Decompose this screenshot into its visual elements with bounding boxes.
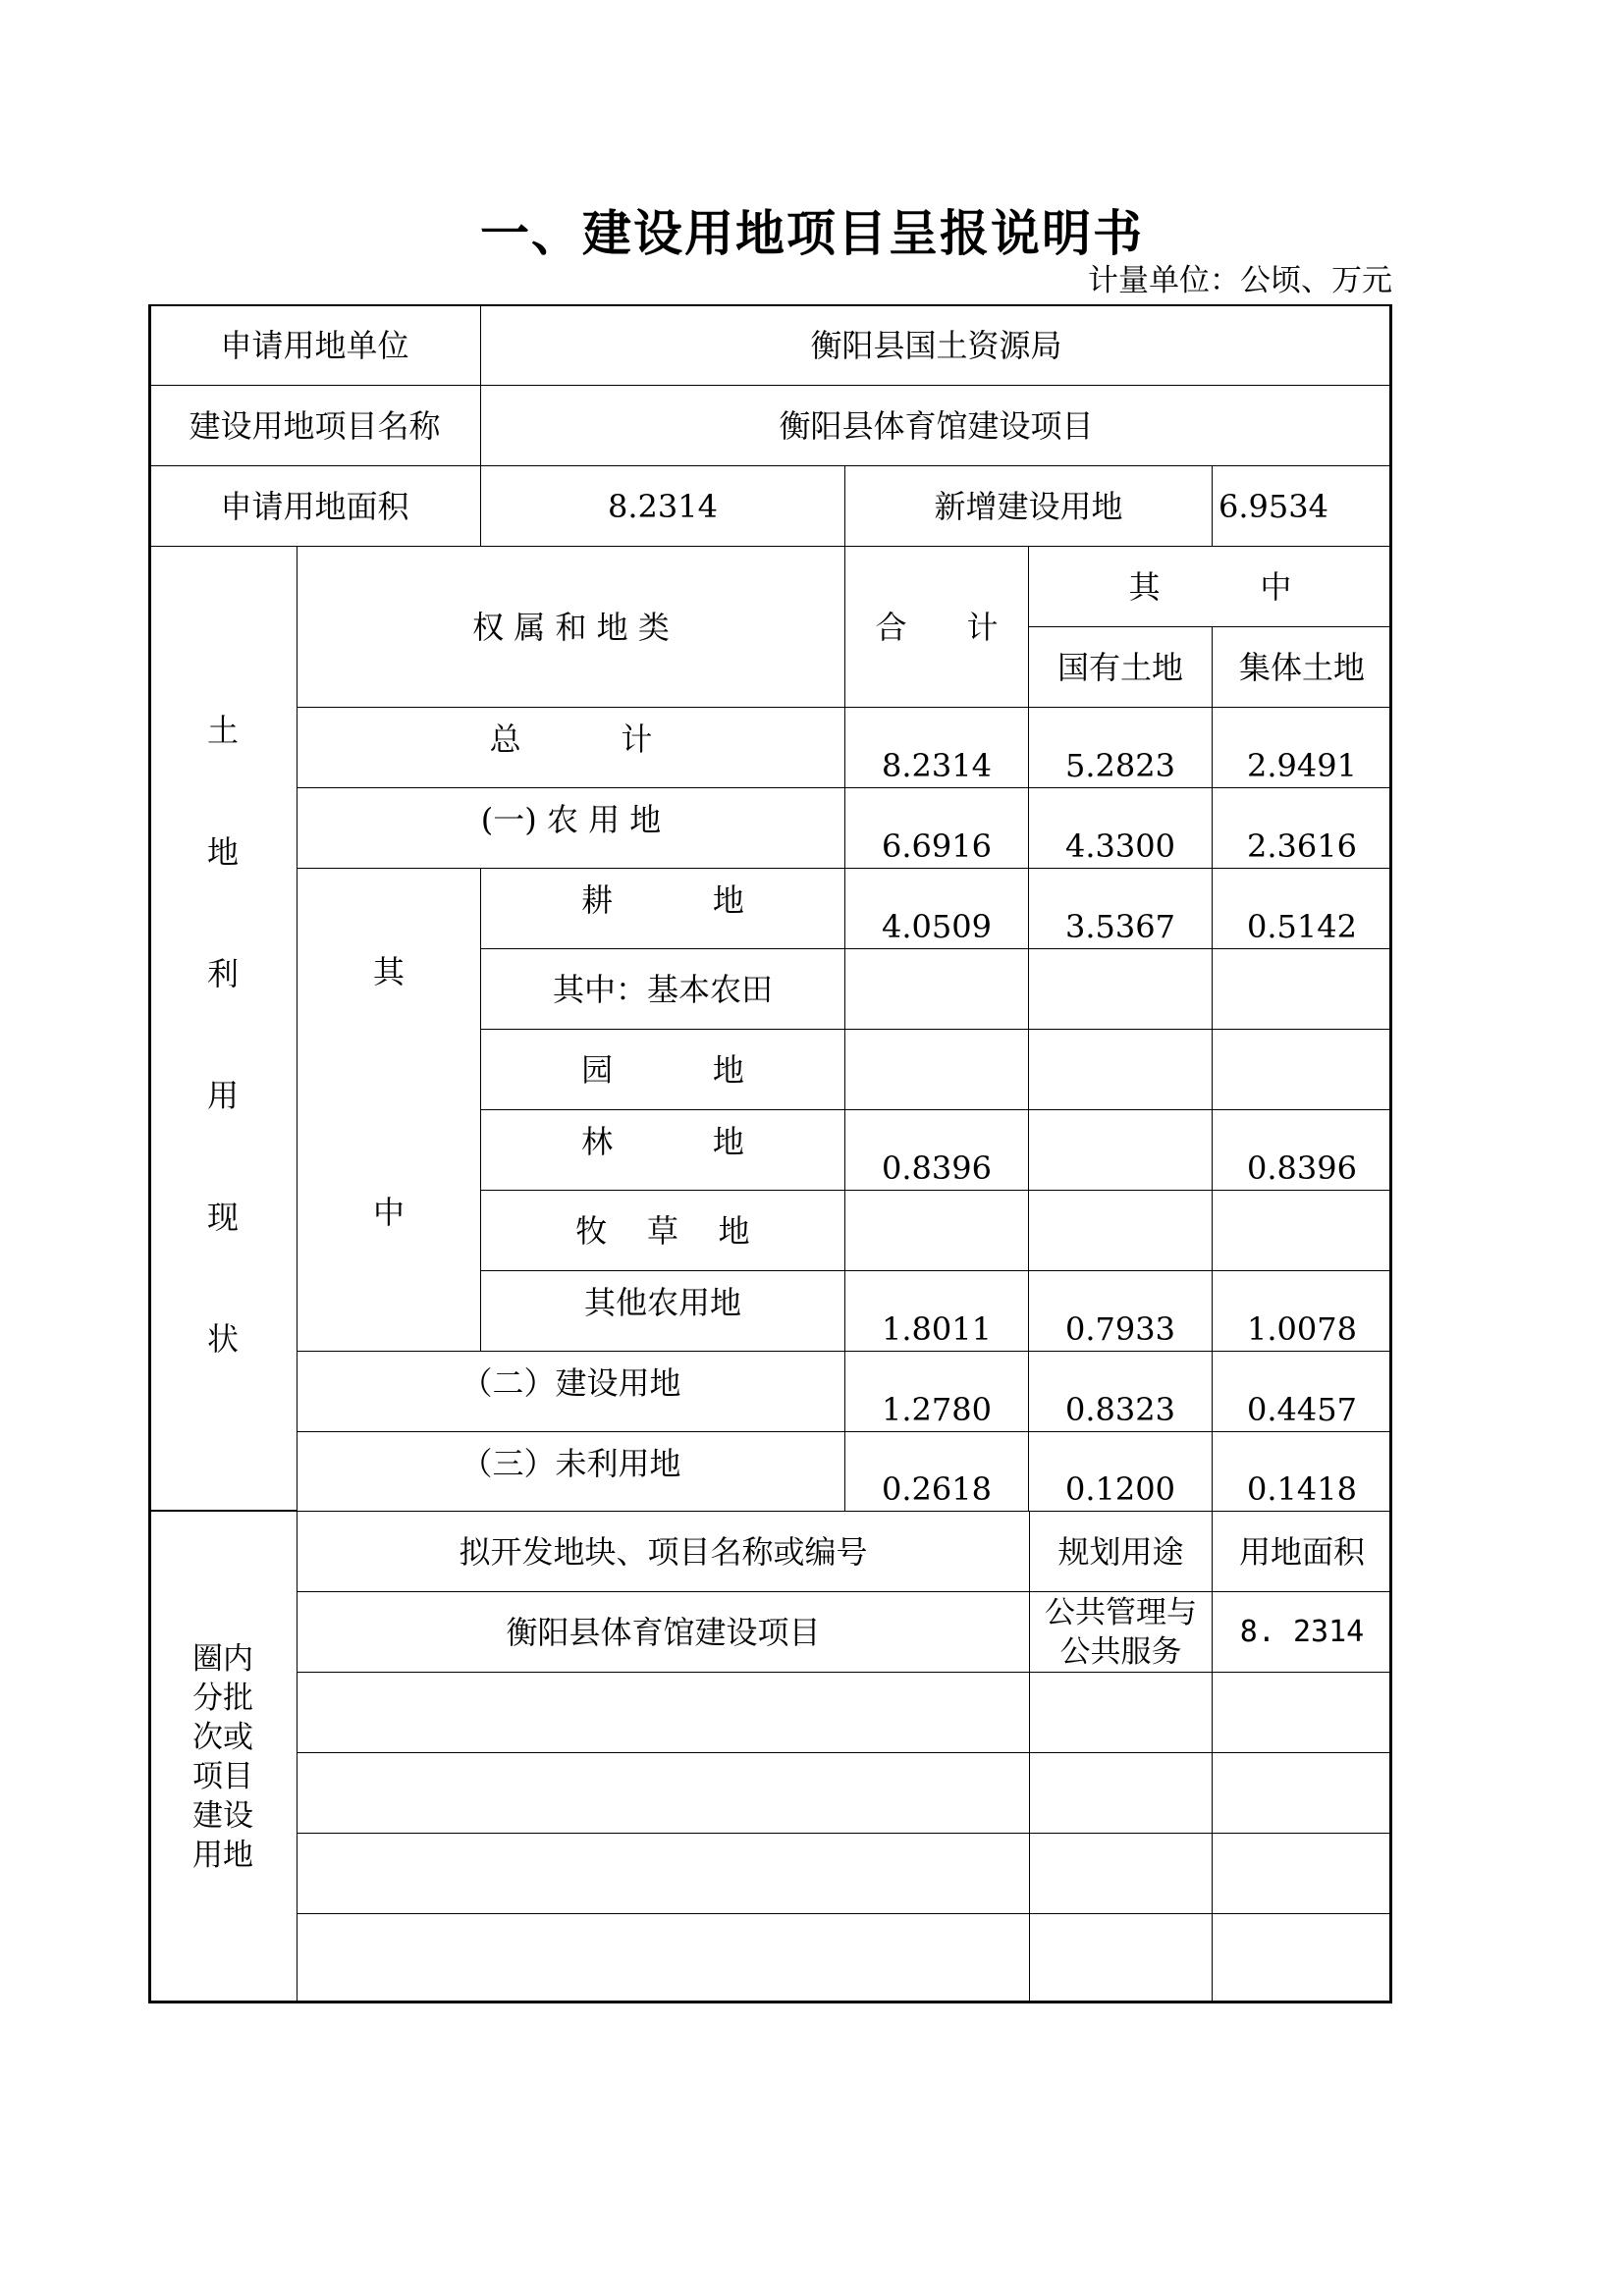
row-construction-sum: 1.2780 (844, 1351, 1029, 1432)
row-basic-farmland-state (1028, 948, 1213, 1030)
row-total-sum: 8.2314 (844, 707, 1029, 788)
project-label: 建设用地项目名称 (148, 385, 481, 466)
row-agri-label: (一) 农 用 地 (297, 787, 845, 869)
batch-row-2-area (1212, 1672, 1392, 1753)
row-total-collective: 2.9491 (1212, 707, 1392, 788)
batch-row-3-name (297, 1752, 1030, 1834)
batch-row-5-purpose (1029, 1913, 1213, 2003)
total-header: 合 计 (844, 546, 1029, 708)
batch-row-5-area (1212, 1913, 1392, 2003)
batch-area-header: 用地面积 (1212, 1511, 1392, 1592)
batch-row-4-name (297, 1833, 1030, 1914)
area-label: 申请用地面积 (148, 465, 481, 547)
row-unused-sum: 0.2618 (844, 1431, 1029, 1512)
row-garden-collective (1212, 1029, 1392, 1110)
row-forest-state (1028, 1109, 1213, 1191)
land-use-form-table (148, 304, 1392, 2003)
page-title: 一、建设用地项目呈报说明书 (480, 205, 1144, 262)
row-cultivated-collective: 0.5142 (1212, 868, 1392, 949)
batch-row-3-purpose (1029, 1752, 1213, 1834)
row-pasture-label: 牧 草 地 (480, 1190, 845, 1271)
batch-row-2-purpose (1029, 1672, 1213, 1753)
row-basic-farmland-collective (1212, 948, 1392, 1030)
row-total-state: 5.2823 (1028, 707, 1213, 788)
row-cultivated-state: 3.5367 (1028, 868, 1213, 949)
row-pasture-collective (1212, 1190, 1392, 1271)
row-unused-state: 0.1200 (1028, 1431, 1213, 1512)
new-construction-value: 6.9534 (1212, 465, 1392, 547)
row-garden-sum (844, 1029, 1029, 1110)
applicant-value: 衡阳县国土资源局 (480, 304, 1392, 386)
batch-row-1-name: 衡阳县体育馆建设项目 (297, 1591, 1030, 1673)
row-basic-farmland-label: 其中：基本农田 (480, 948, 845, 1030)
row-cultivated-label: 耕 地 (480, 868, 845, 949)
row-construction-collective: 0.4457 (1212, 1351, 1392, 1432)
row-garden-state (1028, 1029, 1213, 1110)
batch-name-header: 拟开发地块、项目名称或编号 (297, 1511, 1030, 1592)
land-status-side-text: 土 地 利 用 现 状 (206, 712, 239, 1358)
row-pasture-sum (844, 1190, 1029, 1271)
batch-row-1-area: 8. 2314 (1212, 1591, 1392, 1673)
batch-side-label: 圈内 分批 次或 项目 建设 用地 (148, 1511, 298, 2003)
ownership-header: 权 属 和 地 类 (297, 546, 845, 708)
batch-purpose-header: 规划用途 (1029, 1511, 1213, 1592)
row-agri-state: 4.3300 (1028, 787, 1213, 869)
row-pasture-state (1028, 1190, 1213, 1271)
row-construction-label: （二）建设用地 (297, 1351, 845, 1432)
batch-row-3-area (1212, 1752, 1392, 1834)
project-value: 衡阳县体育馆建设项目 (480, 385, 1392, 466)
row-basic-farmland-sum (844, 948, 1029, 1030)
area-value: 8.2314 (480, 465, 845, 547)
batch-row-4-purpose (1029, 1833, 1213, 1914)
batch-row-1-purpose: 公共管理与 公共服务 (1029, 1591, 1213, 1673)
collective-land-header: 集体土地 (1212, 626, 1392, 708)
row-forest-label: 林 地 (480, 1109, 845, 1191)
row-construction-state: 0.8323 (1028, 1351, 1213, 1432)
of-which-side-text: 其 中 (372, 953, 405, 1231)
measurement-unit: 计量单位：公顷、万元 (1088, 263, 1392, 298)
row-other-agri-state: 0.7933 (1028, 1270, 1213, 1352)
row-unused-collective: 0.1418 (1212, 1431, 1392, 1512)
row-unused-label: （三）未利用地 (297, 1431, 845, 1512)
row-garden-label: 园 地 (480, 1029, 845, 1110)
row-forest-collective: 0.8396 (1212, 1109, 1392, 1191)
row-other-agri-collective: 1.0078 (1212, 1270, 1392, 1352)
state-land-header: 国有土地 (1028, 626, 1213, 708)
row-other-agri-label: 其他农用地 (480, 1270, 845, 1352)
new-construction-label: 新增建设用地 (844, 465, 1213, 547)
row-other-agri-sum: 1.8011 (844, 1270, 1029, 1352)
row-total-label: 总 计 (297, 707, 845, 788)
batch-row-4-area (1212, 1833, 1392, 1914)
batch-row-2-name (297, 1672, 1030, 1753)
of-which-header: 其 中 (1028, 546, 1392, 627)
row-agri-sum: 6.6916 (844, 787, 1029, 869)
applicant-label: 申请用地单位 (148, 304, 481, 386)
batch-row-5-name (297, 1913, 1030, 2003)
row-agri-collective: 2.3616 (1212, 787, 1392, 869)
row-cultivated-sum: 4.0509 (844, 868, 1029, 949)
row-forest-sum: 0.8396 (844, 1109, 1029, 1191)
